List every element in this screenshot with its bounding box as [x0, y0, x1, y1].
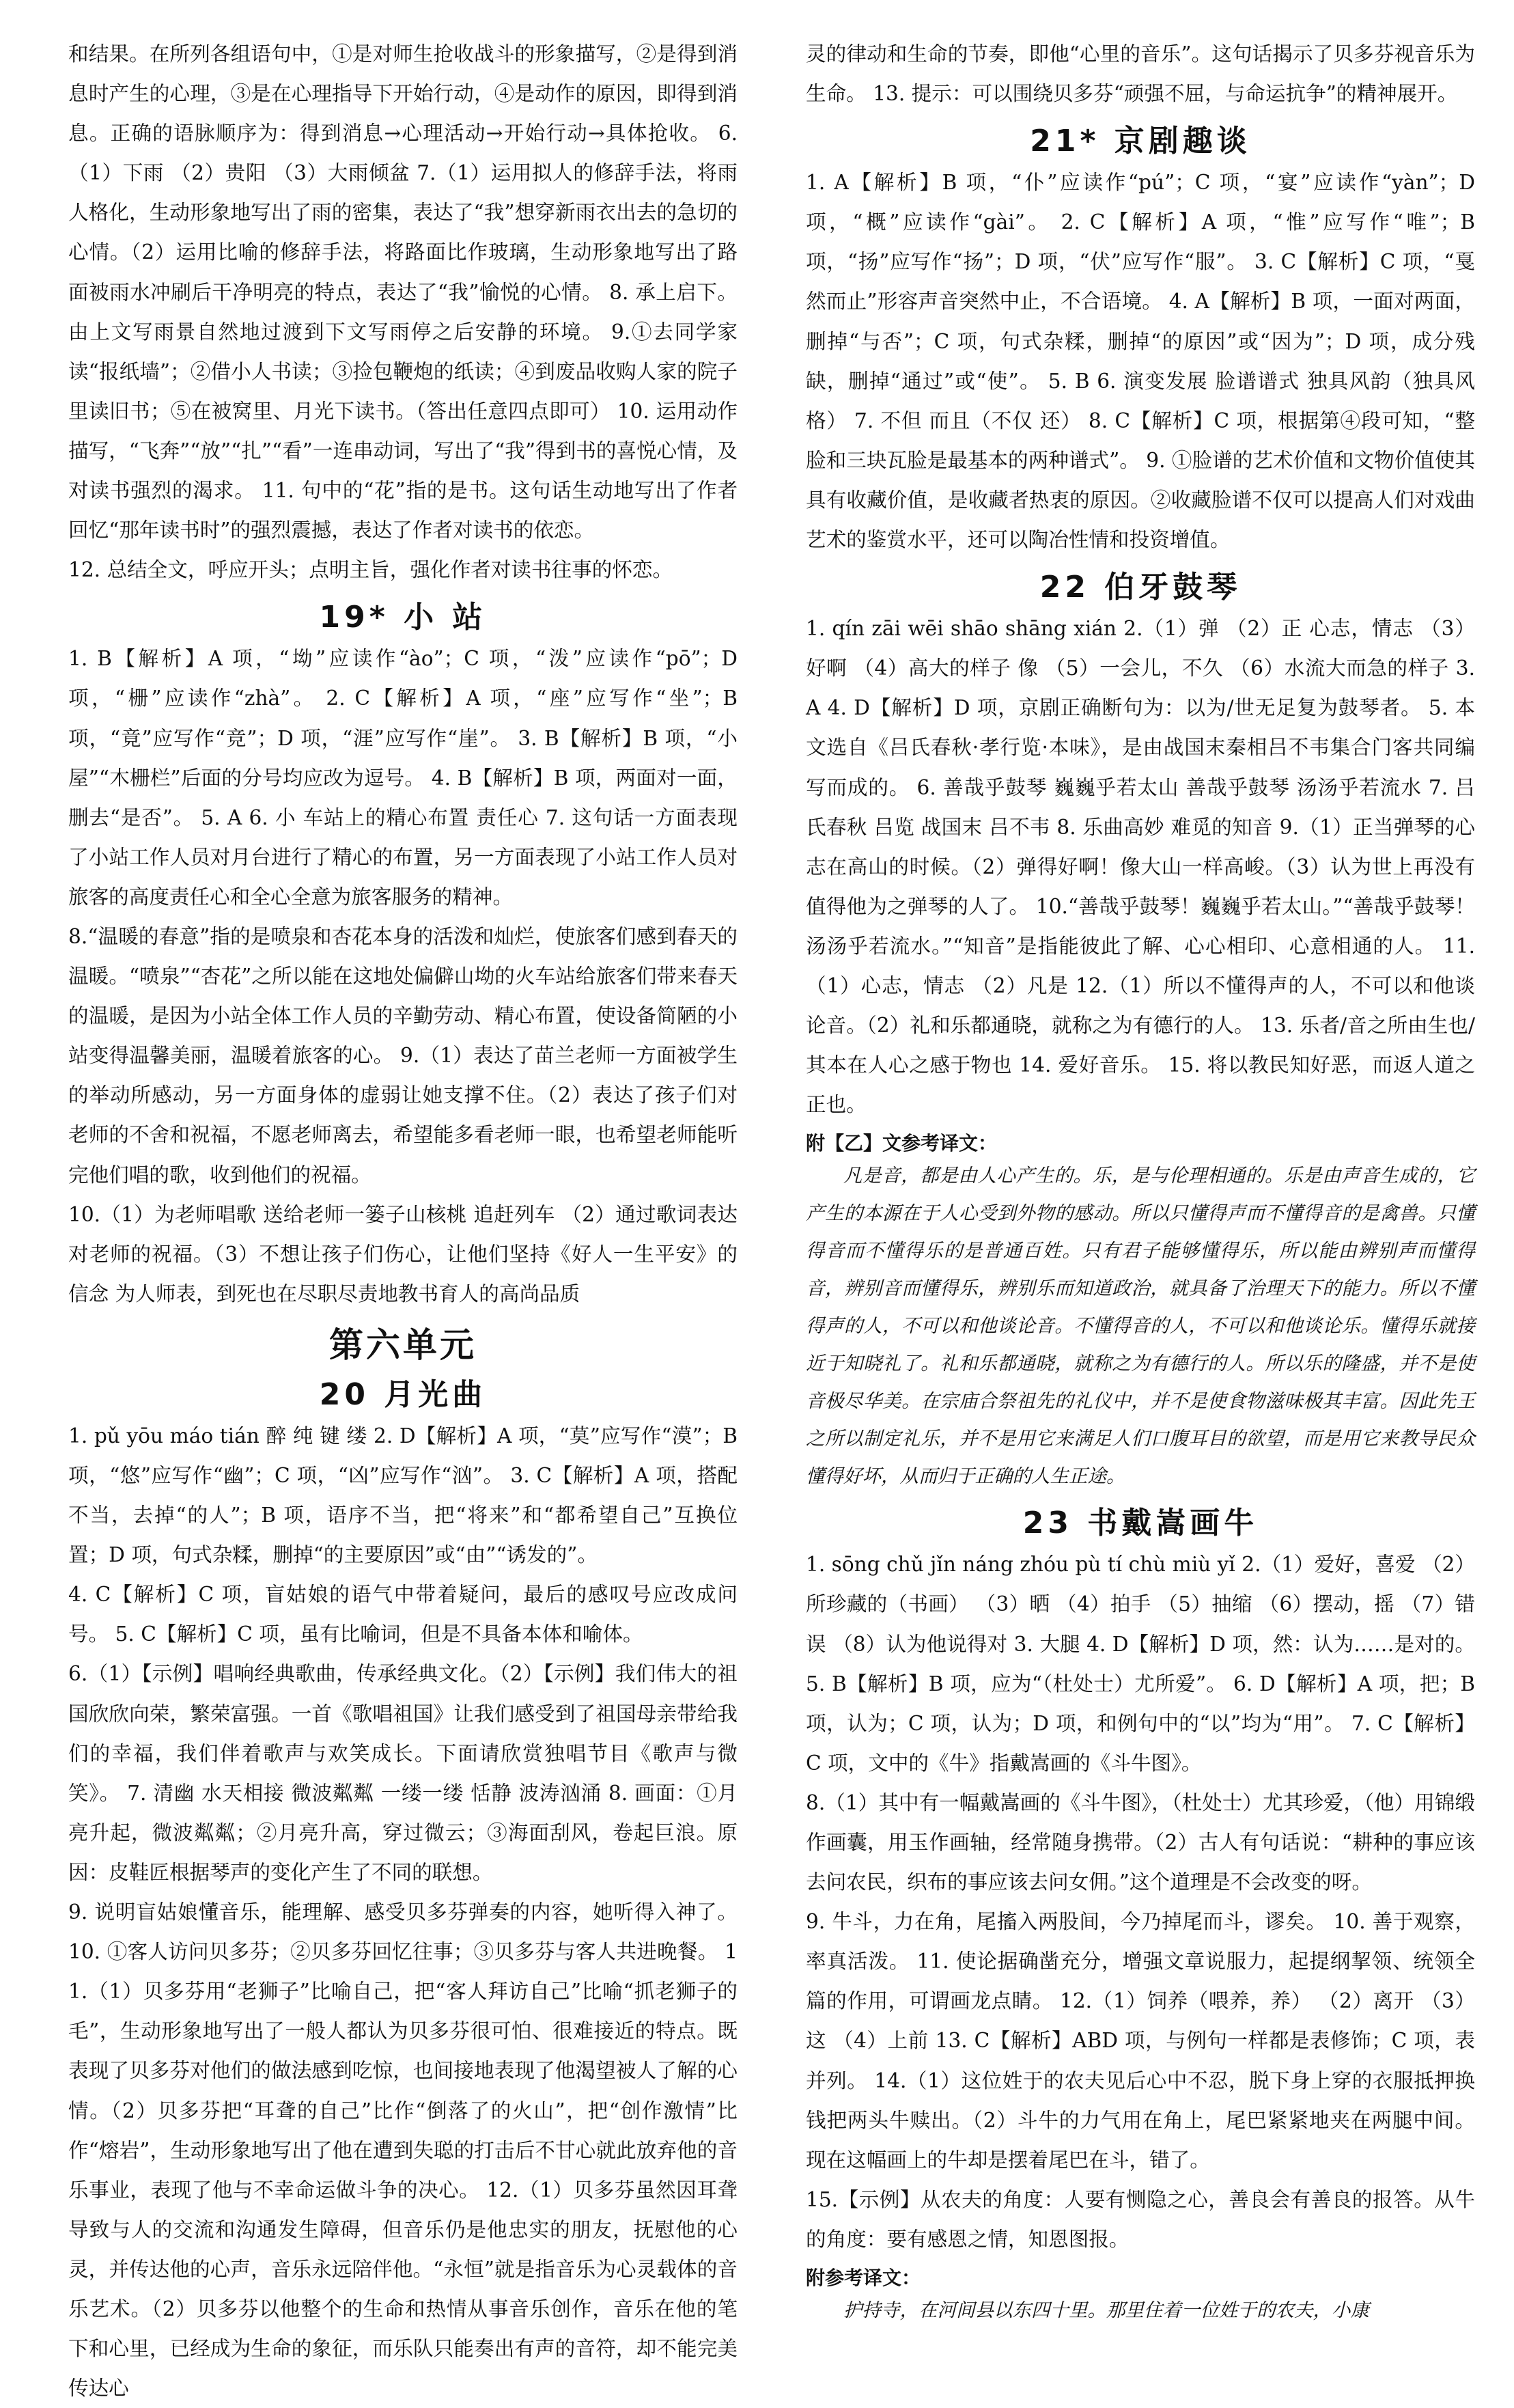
- answer-paragraph: 9. 说明盲姑娘懂音乐，能理解、感受贝多芬弹奏的内容，她听得入神了。 10. ①客人访问贝多芬；②贝多芬回忆往事；③贝多芬与客人共进晚餐。 11.（1）贝多芬用“老狮子”比喻自己，把“客人拜访自己”比喻“抓老狮子的毛”，生动形象地写出了一般人都认为贝多芬很可怕、很难接近的特点。既表现了贝多芬对他们的做法感到吃惊，也间接地表现了他渴望被人了解的心情。（2）贝多芬把“耳聋的自己”比作“倒落了的火山”，把“创作激情”比作“熔岩”，生动形象地写出了他在遭到失聪的打击后不甘心就此放弃他的音乐事业，表现了他与不幸命运做斗争的决心。 12.（1）贝多芬虽然因耳聋导致与人的交流和沟通发生障碍，但音乐仍是他忠实的朋友，抚慰他的心灵，并传达他的心声，音乐永远陪伴他。“永恒”就是指音乐为心灵载体的音乐艺术。（2）贝多芬以他整个的生命和热情从事音乐创作，音乐在他的笔下和心里，已经成为生命的象征，而乐队只能奏出有声的音符，却不能完美传达心: [68, 1900, 738, 2400]
- lesson-22-heading: 22 伯牙鼓琴: [1039, 570, 1242, 605]
- left-column: [68, 34, 738, 2408]
- answer-paragraph: 1. pǔ yōu máo tián 醉 纯 键 缕 2. D【解析】A 项，“莫”应写作“漠”；B 项，“悠”应写作“幽”；C 项，“凶”应写作“汹”。 3. C【解析】A 项，搭配不当，去掉“的人”；B 项，语序不当，把“将来”和“都希望自己”互换位置；D 项，句式杂糅，删掉“的主要原因”或“由”“诱发的”。: [68, 1424, 738, 1567]
- answer-paragraph: 10.（1）为老师唱歌 送给老师一篓子山核桃 追赶列车 （2）通过歌词表达对老师的祝福。（3）不想让孩子们伤心，让他们坚持《好人一生平安》的信念 为人师表，到死也在尽职尽责地教书育人的高尚品质: [68, 1202, 738, 1305]
- answer-paragraph: 和结果。在所列各组语句中，①是对师生抢收战斗的形象描写，②是得到消息时产生的心理，③是在心理指导下开始行动，④是动作的原因，即得到消息。正确的语脉顺序为：得到消息→心理活动→开始行动→具体抢收。 6.（1）下雨 （2）贵阳 （3）大雨倾盆 7.（1）运用拟人的修辞手法，将雨人格化，生动形象地写出了雨的密集，表达了“我”想穿新雨衣出去的急切的心情。（2）运用比喻的修辞手法，将路面比作玻璃，生动形象地写出了路面被雨水冲刷后干净明亮的特点，表达了“我”愉悦的心情。 8. 承上启下。由上文写雨景自然地过渡到下文写雨停之后安静的环境。 9.①去同学家读“报纸墙”；②借小人书读；③捡包鞭炮的纸读；④到废品收购人家的院子里读旧书；⑤在被窝里、月光下读书。（答出任意四点即可） 10. 运用动作描写，“飞奔”“放”“扎”“看”一连串动词，写出了“我”得到书的喜悦心情，及对读书强烈的渴求。 11. 句中的“花”指的是书。这句话生动地写出了作者回忆“那年读书时”的强烈震撼，表达了作者对读书的依恋。: [68, 42, 738, 542]
- translation-label: 附参考译文：: [806, 2267, 921, 2290]
- answer-paragraph: 1. B【解析】A 项，“坳”应读作“ào”；C 项，“泼”应读作“pō”；D 项，“栅”应读作“zhà”。 2. C【解析】A 项，“座”应写作“坐”；B 项，“竟”应写作“竞”；D 项，“涯”应写作“崖”。 3. B【解析】B 项，“小屋”“木栅栏”后面的分号均应改为逗号。 4. B【解析】B 项，两面对一面，删去“是否”。 5. A 6. 小 车站上的精心布置 责任心 7. 这句话一方面表现了小站工作人员对月台进行了精心的布置，另一方面表现了小站工作人员对旅客的高度责任心和全心全意为旅客服务的精神。: [68, 647, 738, 909]
- answer-paragraph: 1. A【解析】B 项，“仆”应读作“pú”；C 项，“宴”应读作“yàn”；D 项，“概”应读作“gài”。 2. C【解析】A 项，“惟”应写作“唯”；B 项，“扬”应写作“扬”；D 项，“伏”应写作“服”。 3. C【解析】C 项，“戛然而止”形容声音突然中止，不合语境。 4. A【解析】B 项，一面对两面，删掉“与否”；C 项，句式杂糅，删掉“的原因”或“因为”；D 项，成分残缺，删掉“通过”或“使”。 5. B 6. 演变发展 脸谱谱式 独具风韵（独具风格） 7. 不但 而且（不仅 还） 8. C【解析】C 项，根据第④段可知，“整脸和三块瓦脸是最基本的两种谱式”。 9. ①脸谱的艺术价值和文物价值使其具有收藏价值，是收藏者热衷的原因。②收藏脸谱不仅可以提高人们对戏曲艺术的鉴赏水平，还可以陶冶性情和投资增值。: [806, 171, 1475, 552]
- answer-paragraph: 12. 总结全文，呼应开头；点明主旨，强化作者对读书往事的怀恋。: [68, 558, 673, 582]
- answer-paragraph: 9. 牛斗，力在角，尾搐入两股间，今乃掉尾而斗，谬矣。 10. 善于观察，率真活泼。 11. 使论据确凿充分，增强文章说服力，起提纲挈领、统领全篇的作用，可谓画龙点睛。 12.（1）饲养（喂养，养） （2）离开 （3）这 （4）上前 13. C【解析】ABD 项，与例句一样都是表修饰；C 项，表并列。 14.（1）这位姓于的农夫见后心中不忍，脱下身上穿的衣服抵押换钱把两头牛赎出。（2）斗牛的力气用在角上，尾巴紧紧地夹在两腿中间。现在这幅画上的牛却是摆着尾巴在斗，错了。: [806, 1910, 1475, 2172]
- unit-6-heading: 第六单元: [329, 1325, 477, 1365]
- answer-paragraph: 6.（1）【示例】唱响经典歌曲，传承经典文化。（2）【示例】我们伟大的祖国欣欣向荣，繁荣富强。一首《歌唱祖国》让我们感受到了祖国母亲带给我们的幸福，我们伴着歌声与欢笑成长。下面请欣赏独唱节目《歌声与微笑》。 7. 清幽 水天相接 微波粼粼 一缕一缕 恬静 波涛汹涌 8. 画面：①月亮升起，微波粼粼；②月亮升高，穿过微云；③海面刮风，卷起巨浪。原因：皮鞋匠根据琴声的变化产生了不同的联想。: [68, 1662, 738, 1884]
- translation-label: 附【乙】文参考译文：: [806, 1132, 998, 1155]
- lesson-20-heading: 20 月光曲: [319, 1376, 487, 1412]
- answer-paragraph: 4. C【解析】C 项，盲姑娘的语气中带着疑问，最后的感叹号应改成问号。 5. C【解析】C 项，虽有比喻词，但是不具备本体和喻体。: [68, 1583, 738, 1646]
- translation-text: 护持寺，在河间县以东四十里。那里住着一位姓于的农夫，小康: [843, 2299, 1369, 2322]
- translation-text: 凡是音，都是由人心产生的。乐，是与伦理相通的。乐是由声音生成的，它产生的本源在于人心受到外物的感动。所以只懂得声而不懂得音的是禽兽。只懂得音而不懂得乐的是普通百姓。只有君子能够懂得乐，所以能由辨别声而懂得音，辨别音而懂得乐，辨别乐而知道政治，就具备了治理天下的能力。所以不懂得声的人，不可以和他谈论音。不懂得音的人，不可以和他谈论乐。懂得乐就接近于知晓礼了。礼和乐都通晓，就称之为有德行的人。所以乐的隆盛，并不是使音极尽华美。在宗庙合祭祖先的礼仪中，并不是使食物滋味极其丰富。因此先王之所以制定礼乐，并不是用它来满足人们口腹耳目的欲望，而是用它来教导民众懂得好坏，从而归于正确的人生正途。: [806, 1165, 1475, 1488]
- lesson-23-heading: 23 书戴嵩画牛: [1022, 1506, 1259, 1541]
- lesson-19-heading: 19* 小 站: [319, 600, 487, 635]
- right-column: [806, 34, 1475, 2329]
- lesson-21-heading: 21* 京剧趣谈: [1030, 124, 1251, 159]
- answer-paragraph: 1. sōng chǔ jǐn náng zhóu pù tí chù miù yǐ 2.（1）爱好，喜爱 （2）所珍藏的（书画） （3）晒 （4）拍手 （5）抽缩 （6）摆动，摇 （7）错误 （8）认为他说得对 3. 大腿 4. D【解析】D 项，然：认为……是对的。 5. B【解析】B 项，应为“（杜处士）尤所爱”。 6. D【解析】A 项，把；B 项，认为；C 项，认为；D 项，和例句中的“以”均为“用”。 7. C【解析】C 项，文中的《牛》指戴嵩画的《斗牛图》。: [806, 1553, 1475, 1775]
- answer-paragraph: 灵的律动和生命的节奏，即他“心里的音乐”。这句话揭示了贝多芬视音乐为生命。 13. 提示：可以围绕贝多芬“顽强不屈，与命运抗争”的精神展开。: [806, 42, 1475, 106]
- answer-paragraph: 15.【示例】从农夫的角度：人要有恻隐之心，善良会有善良的报答。从牛的角度：要有感恩之情，知恩图报。: [806, 2187, 1475, 2251]
- answer-paragraph: 1. qín zāi wēi shāo shāng xián 2.（1）弹 （2）正 心志，情志 （3）好啊 （4）高大的样子 像 （5）一会儿，不久 （6）水流大而急的样子 3. A 4. D【解析】D 项，京剧正确断句为：以为/世无足复为鼓琴者。 5. 本文选自《吕氏春秋·孝行览·本味》，是由战国末秦相吕不韦集合门客共同编写而成的。 6. 善哉乎鼓琴 巍巍乎若太山 善哉乎鼓琴 汤汤乎若流水 7. 吕氏春秋 吕览 战国末 吕不韦 8. 乐曲高妙 难觅的知音 9.（1）正当弹琴的心志在高山的时候。（2）弹得好啊！像大山一样高峻。（3）认为世上再没有值得他为之弹琴的人了。 10.“善哉乎鼓琴！巍巍乎若太山。”“善哉乎鼓琴！汤汤乎若流水。”“知音”是指能彼此了解、心心相印、心意相通的人。 11.（1）心志，情志 （2）凡是 12.（1）所以不懂得声的人，不可以和他谈论音。（2）礼和乐都通晓，就称之为有德行的人。 13. 乐者/音之所由生也/其本在人心之感于物也 14. 爱好音乐。 15. 将以教民知好恶，而返人道之正也。: [806, 617, 1475, 1117]
- answer-paragraph: 8.“温暖的春意”指的是喷泉和杏花本身的活泼和灿烂，使旅客们感到春天的温暖。“喷泉”“杏花”之所以能在这地处偏僻山坳的火车站给旅客们带来春天的温暖，是因为小站全体工作人员的辛勤劳动、精心布置，使设备简陋的小站变得温馨美丽，温暖着旅客的心。 9.（1）表达了苗兰老师一方面被学生的举动所感动，另一方面身体的虚弱让她支撑不住。（2）表达了孩子们对老师的不舍和祝福，不愿老师离去，希望能多看老师一眼，也希望老师能听完他们唱的歌，收到他们的祝福。: [68, 924, 738, 1187]
- answer-paragraph: 8.（1）其中有一幅戴嵩画的《斗牛图》，（杜处士）尤其珍爱，（他）用锦缎作画囊，用玉作画轴，经常随身携带。（2）古人有句话说：“耕种的事应该去问农民，织布的事应该去问女佣。”这个道理是不会改变的呀。: [806, 1790, 1475, 1894]
